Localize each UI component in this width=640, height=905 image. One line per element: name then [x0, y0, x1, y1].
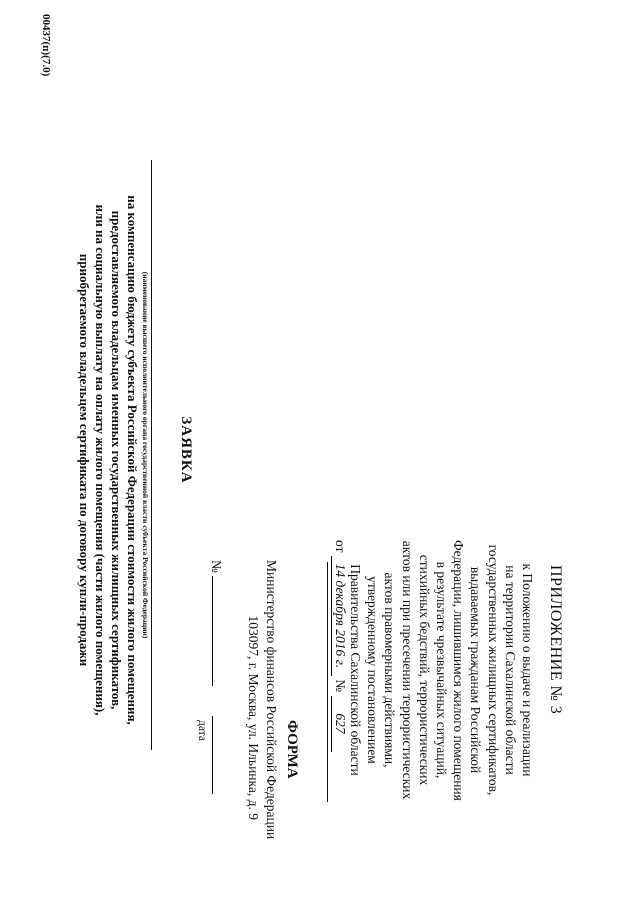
addressee-line: Министерство финансов Российской Федерации — [264, 560, 279, 840]
approval-date: 14 декабря 2016 г. — [331, 556, 348, 676]
appendix-line: стихийных бедствий, террористических — [416, 554, 432, 786]
appendix-line: на территории Сахалинской области — [502, 565, 518, 775]
form-code: 00437(п)(7.0) — [40, 14, 52, 77]
outgoing-number-field — [208, 560, 224, 820]
appendix-line: Правительства Сахалинской области — [347, 564, 363, 776]
date-caption: дата — [196, 720, 208, 741]
number-label: № — [209, 560, 224, 573]
addressee — [245, 560, 280, 840]
subject-line: на компенсацию бюджету субъекта Российской Федерации стоимости жилого помещения, — [125, 195, 140, 725]
appendix-title: ПРИЛОЖЕНИЕ № 3 — [547, 565, 564, 715]
appendix-line: государственных жилищных сертификатов, — [485, 544, 501, 796]
date-blank — [212, 716, 213, 794]
appendix-line: выдаваемых гражданам Российской — [468, 566, 484, 774]
appendix-line: актов правомерными действиями, — [382, 572, 398, 768]
appendix-line: к Положению о выдаче и реализации — [520, 563, 535, 777]
subject-line: приобретаемого владельцем сертификата по договору купли-продажи — [77, 253, 92, 667]
appendix-line: актов или при пресечении террористических — [399, 540, 415, 800]
appendix-line: Федерации, лишившимся жилого помещения — [451, 540, 467, 801]
number-blank — [212, 576, 213, 686]
org-name-line — [151, 160, 152, 750]
appendix-line: утвержденному постановлением — [365, 576, 381, 764]
from-label: от — [333, 540, 348, 553]
divider — [327, 562, 328, 802]
org-name-caption: (наименование высшего исполнительного органа государственной власти субъекта Российской Федерации) — [141, 271, 150, 639]
subject-line: или на социальную выплату на оплату жилого помещения (части жилого помещения), — [93, 204, 108, 716]
application-title: ЗАЯВКА — [178, 416, 194, 484]
appendix-reference — [347, 540, 536, 800]
form-mark: ФОРМА — [284, 720, 300, 779]
addressee-line: 103097, г. Москва, ул. Ильинка, д. 9 — [246, 615, 262, 820]
appendix-line: в результате чрезвычайных ситуаций, — [433, 561, 449, 779]
approval-number: 627 — [331, 696, 348, 752]
approval-date-number — [331, 540, 348, 800]
subject-line: предоставляемого владельцам именных государственных жилищных сертификатов, — [109, 210, 124, 710]
number-label: № — [333, 679, 348, 693]
application-subject — [76, 110, 140, 810]
